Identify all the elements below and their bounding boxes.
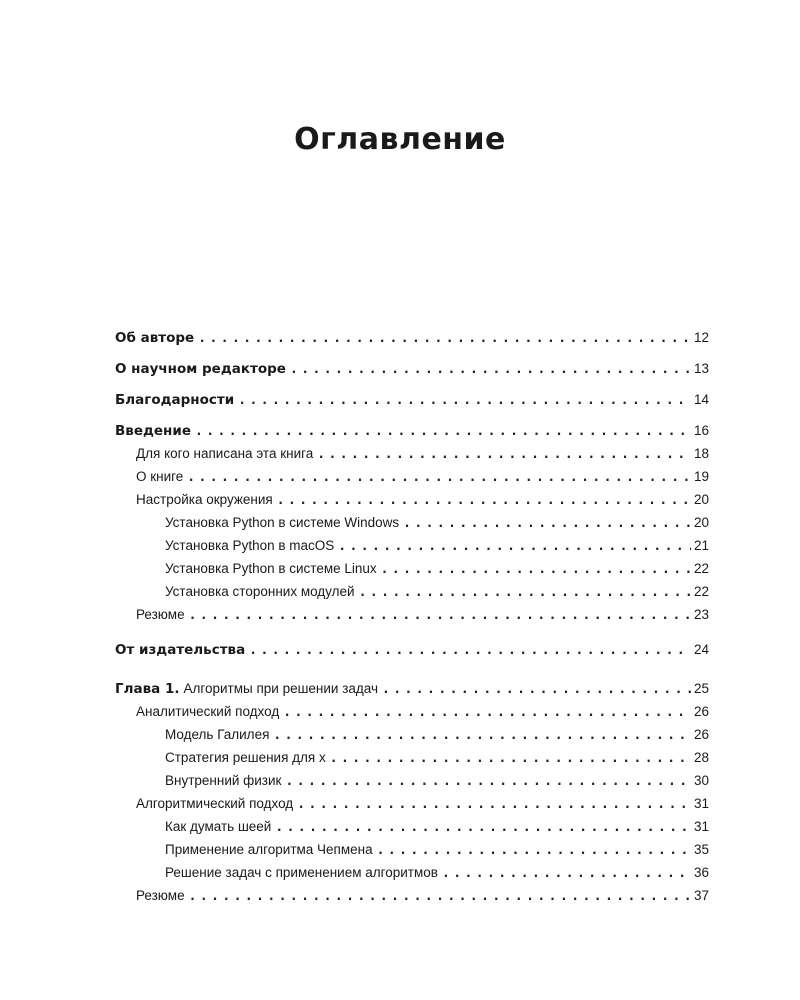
toc-entry-page: 20 [693, 515, 709, 530]
toc-entry-setup[interactable] [115, 488, 709, 511]
dot-leader [377, 839, 691, 861]
dot-leader [330, 747, 691, 769]
toc-entry-title: Алгоритмический подход [136, 796, 294, 811]
toc-entry-page: 22 [693, 561, 709, 576]
toc-entry-physicist[interactable] [115, 769, 709, 792]
chapter-number: Глава 1. [115, 681, 180, 697]
toc-entry-page: 23 [693, 607, 709, 622]
toc-entry-title: Установка Python в macOS [165, 538, 335, 553]
dot-leader [238, 389, 691, 411]
dot-leader [285, 770, 691, 792]
toc-entry-intro-summary[interactable] [115, 603, 709, 626]
toc-entry-page: 16 [693, 423, 709, 438]
dot-leader [359, 581, 691, 603]
dot-leader [317, 443, 691, 465]
page-title: Оглавление [294, 122, 506, 157]
toc-entry-title: Установка сторонних модулей [165, 584, 355, 599]
toc-entry-about-book[interactable] [115, 465, 709, 488]
toc-entry-chapman[interactable] [115, 838, 709, 861]
toc-entry-page: 31 [693, 796, 709, 811]
dot-leader [381, 558, 691, 580]
toc-entry-title: Аналитический подход [136, 704, 280, 719]
toc-entry-page: 19 [693, 469, 709, 484]
table-of-contents [115, 326, 709, 907]
toc-entry-solving[interactable] [115, 861, 709, 884]
dot-leader [290, 358, 691, 380]
toc-entry-intro[interactable] [115, 419, 709, 442]
dot-leader [187, 466, 691, 488]
dot-leader [275, 816, 691, 838]
toc-entry-macos[interactable] [115, 534, 709, 557]
toc-entry-title: Как думать шеей [165, 819, 272, 834]
dot-leader [249, 639, 691, 661]
toc-entry-page: 12 [693, 330, 709, 345]
toc-entry-title: Установка Python в системе Windows [165, 515, 400, 530]
toc-entry-title: Решение задач с применением алгоритмов [165, 865, 438, 880]
toc-entry-linux[interactable] [115, 557, 709, 580]
dot-leader [189, 885, 691, 907]
toc-entry-thanks[interactable] [115, 388, 709, 411]
toc-entry-page: 24 [693, 642, 709, 657]
toc-entry-page: 31 [693, 819, 709, 834]
dot-leader [189, 604, 691, 626]
toc-entry-title: Модель Галилея [165, 727, 270, 742]
toc-entry-algorithmic[interactable] [115, 792, 709, 815]
toc-entry-page: 26 [693, 727, 709, 742]
toc-entry-title: Применение алгоритма Чепмена [165, 842, 373, 857]
toc-entry-title: Резюме [136, 607, 185, 622]
toc-entry-publisher[interactable] [115, 638, 709, 661]
toc-entry-page: 21 [693, 538, 709, 553]
toc-entry-page: 18 [693, 446, 709, 461]
toc-entry-page: 14 [693, 392, 709, 407]
dot-leader [338, 535, 691, 557]
toc-entry-strategy[interactable] [115, 746, 709, 769]
toc-entry-page: 28 [693, 750, 709, 765]
toc-entry-page: 36 [693, 865, 709, 880]
toc-entry-page: 37 [693, 888, 709, 903]
toc-entry-title: Благодарности [115, 392, 235, 408]
dot-leader [297, 793, 691, 815]
toc-entry-title: Стратегия решения для x [165, 750, 326, 765]
toc-entry-page: 20 [693, 492, 709, 507]
toc-entry-page: 26 [693, 704, 709, 719]
toc-entry-about-author[interactable] [115, 326, 709, 349]
toc-entry-page: 22 [693, 584, 709, 599]
dot-leader [273, 724, 691, 746]
toc-entry-title: Резюме [136, 888, 185, 903]
dot-leader [403, 512, 691, 534]
dot-leader [195, 420, 691, 442]
toc-entry-for-whom[interactable] [115, 442, 709, 465]
toc-entry-title: Алгоритмы при решении задач [183, 681, 379, 696]
toc-entry-page: 13 [693, 361, 709, 376]
toc-entry-chapter-1-summary[interactable] [115, 884, 709, 907]
toc-entry-title: Внутренний физик [165, 773, 282, 788]
toc-entry-title: О научном редакторе [115, 361, 286, 377]
toc-entry-title: Установка Python в системе Linux [165, 561, 377, 576]
toc-entry-page: 30 [693, 773, 709, 788]
toc-entry-title: Настройка окружения [136, 492, 273, 507]
dot-leader [382, 678, 691, 700]
toc-entry-neck[interactable] [115, 815, 709, 838]
toc-entry-title: Введение [115, 423, 191, 439]
dot-leader [283, 701, 691, 723]
toc-entry-modules[interactable] [115, 580, 709, 603]
dot-leader [442, 862, 691, 884]
toc-entry-galileo[interactable] [115, 723, 709, 746]
toc-entry-title: От издательства [115, 642, 246, 658]
toc-entry-title: Для кого написана эта книга [136, 446, 314, 461]
toc-entry-chapter-1[interactable] [115, 677, 709, 700]
toc-entry-analytic[interactable] [115, 700, 709, 723]
toc-entry-windows[interactable] [115, 511, 709, 534]
toc-entry-about-editor[interactable] [115, 357, 709, 380]
toc-entry-page: 35 [693, 842, 709, 857]
dot-leader [198, 327, 691, 349]
toc-entry-title: О книге [136, 469, 184, 484]
toc-entry-title: Об авторе [115, 330, 195, 346]
toc-entry-page: 25 [693, 681, 709, 696]
dot-leader [277, 489, 691, 511]
